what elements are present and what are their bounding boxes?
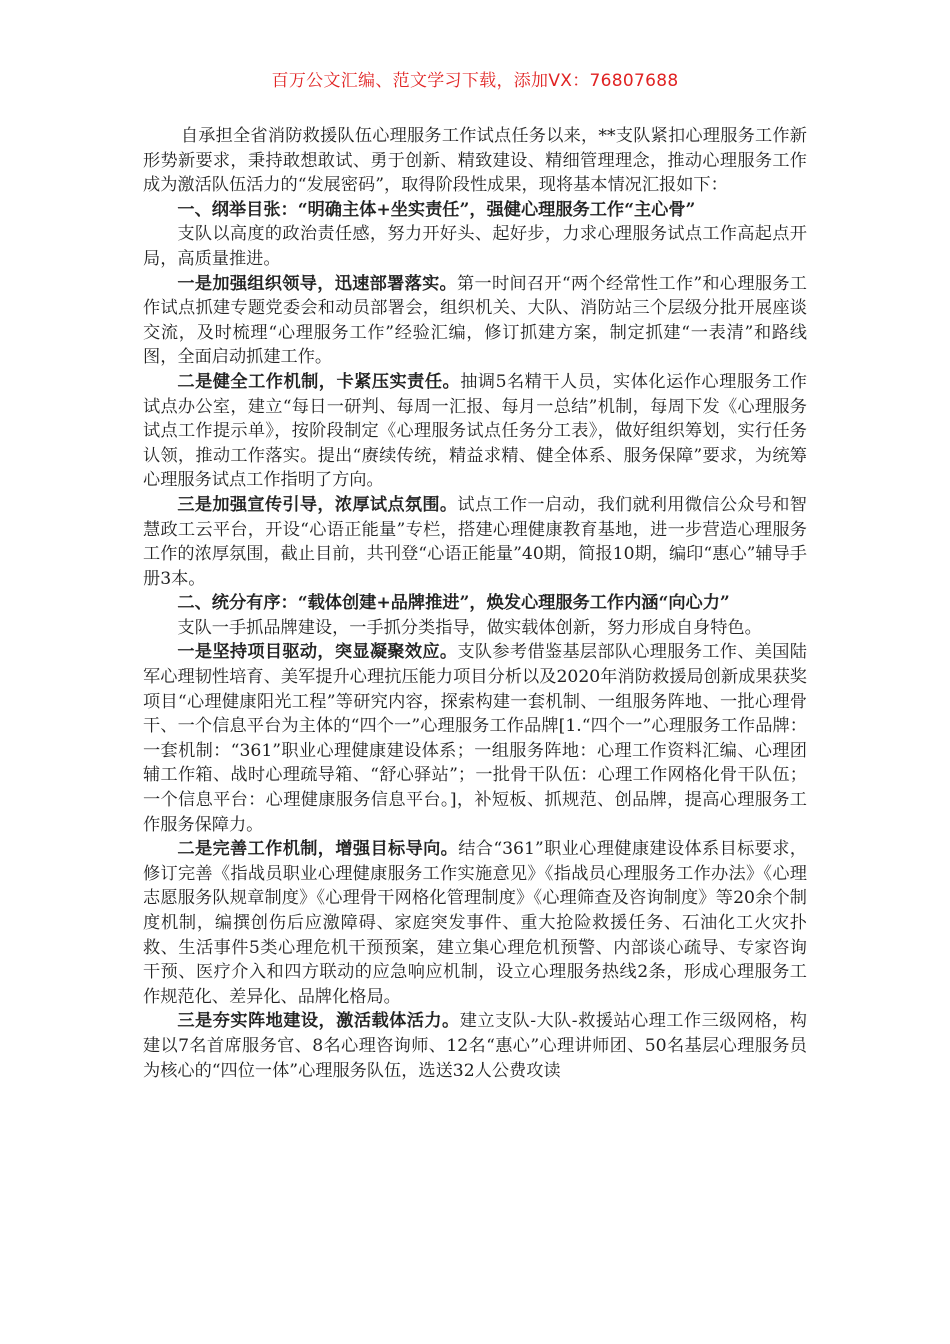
- section-1-item-3: [143, 493, 807, 591]
- watermark-banner: 百万公文汇编、范文学习下载，添加VX：76807688: [271, 71, 679, 91]
- section-1-item-2: [143, 370, 807, 493]
- item-lead: 二是完善工作机制，增强目标导向。: [177, 839, 459, 860]
- section-2-item-2: [143, 837, 807, 1009]
- item-lead: 二是健全工作机制，卡紧压实责任。: [177, 371, 461, 392]
- section-2-intro: 支队一手抓品牌建设，一手抓分类指导，做实载体创新，努力形成自身特色。: [177, 617, 762, 638]
- section-2-item-3: [143, 1009, 807, 1083]
- document-body: [143, 124, 807, 1083]
- section-1-intro: 支队以高度的政治责任感，努力开好头、起好步，力求心理服务试点工作高起点开局，高质量推进。: [143, 224, 807, 269]
- section-2-item-1: [143, 640, 807, 837]
- item-lead: 一是加强组织领导，迅速部署落实。: [177, 273, 458, 294]
- intro-paragraph: 自承担全省消防救援队伍心理服务工作试点任务以来，**支队紧扣心理服务工作新形势新要求，秉持敢想敢试、勇于创新、精致建设、精细管理理念，推动心理服务工作成为激活队伍活力的“发展密码”，取得阶段性成果，现将基本情况汇报如下：: [143, 126, 807, 196]
- item-lead: 一是坚持项目驱动，突显凝聚效应。: [177, 642, 458, 663]
- section-heading-1: 一、纲举目张：“明确主体+坐实责任”，强健心理服务工作“主心骨”: [177, 199, 696, 220]
- item-text: 第一时间召开“两个经常性工作”和心理服务工作试点抓建专题党委会和动员部署会，组织机关、大队、消防站三个层级分批开展座谈交流，及时梳理“心理服务工作”经验汇编，修订抓建方案，制定抓建“一表清”和路线图，全面启动抓建工作。: [143, 273, 807, 368]
- item-text: 支队参考借鉴基层部队心理服务工作、美国陆军心理韧性培育、美军提升心理抗压能力项目分析以及2020年消防救援局创新成果获奖项目“心理健康阳光工程”等研究内容，探索构建一套机制、一组服务阵地、一批心理骨干、一个信息平台为主体的“四个一”心理服务工作品牌[1.“四个一”心理服务工作品牌：一套机制：“361”职业心理健康建设体系；一组服务阵地：心理工作资料汇编、心理团辅工作箱、战时心理疏导箱、“舒心驿站”；一批骨干队伍：心理工作网格化骨干队伍；一个信息平台：心理健康服务信息平台。]，补短板、抓规范、创品牌，提高心理服务工作服务保障力。: [143, 642, 807, 835]
- item-text: 试点工作一启动，我们就利用微信公众号和智慧政工云平台，开设“心语正能量”专栏，搭建心理健康教育基地，进一步营造心理服务工作的浓厚氛围，截止目前，共刊登“心语正能量”40期，简报10期，编印“惠心”辅导手册3本。: [143, 494, 807, 589]
- item-text: 建立支队-大队-救援站心理工作三级网格，构建以7名首席服务官、8名心理咨询师、12名“惠心”心理讲师团、50名基层心理服务员为核心的“四位一体”心理服务队伍，选送32人公费攻读: [143, 1011, 807, 1081]
- item-lead: 三是夯实阵地建设，激活载体活力。: [177, 1011, 460, 1032]
- section-1-item-1: [143, 272, 807, 370]
- item-lead: 三是加强宣传引导，浓厚试点氛围。: [177, 494, 458, 515]
- item-text: 结合“361”职业心理健康建设体系目标要求，修订完善《指战员职业心理健康服务工作实施意见》《指战员心理服务工作办法》《心理志愿服务队规章制度》《心理骨干网格化管理制度》《心理筛查及咨询制度》等20余个制度机制，编撰创伤后应激障碍、家庭突发事件、重大抢险救援任务、石油化工火灾扑救、生活事件5类心理危机干预预案，建立集心理危机预警、内部谈心疏导、专家咨询干预、医疗介入和四方联动的应急响应机制，设立心理服务热线2条，形成心理服务工作规范化、差异化、品牌化格局。: [143, 839, 807, 1007]
- section-heading-2: 二、统分有序：“载体创建+品牌推进”，焕发心理服务工作内涵“向心力”: [177, 593, 730, 614]
- item-text: 抽调5名精干人员，实体化运作心理服务工作试点办公室，建立“每日一研判、每周一汇报、每月一总结”机制，每周下发《心理服务试点工作提示单》，按阶段制定《心理服务试点任务分工表》，做好组织筹划，实行任务认领，推动工作落实。提出“赓续传统，精益求精、健全体系、服务保障”要求，为统筹心理服务试点工作指明了方向。: [143, 371, 807, 491]
